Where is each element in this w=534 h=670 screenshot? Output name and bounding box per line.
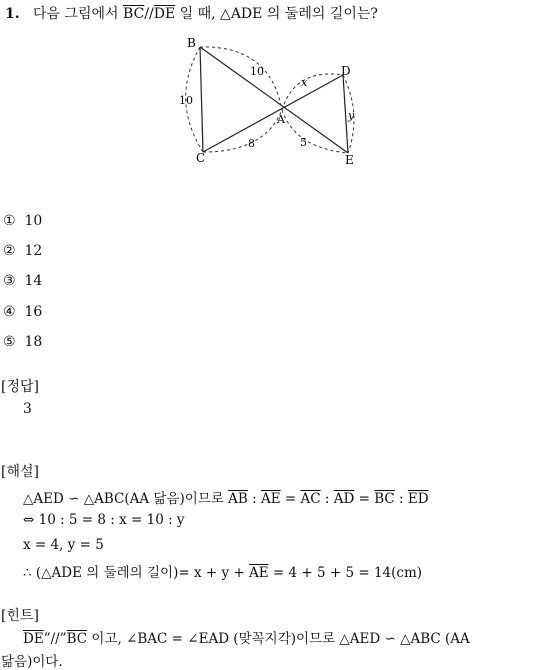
question-text-after: 일 때, △ADE 의 둘레의 길이는? <box>179 6 378 22</box>
length-bc: 10 <box>179 94 193 107</box>
ratio-colon: : <box>247 491 261 507</box>
option-1[interactable] <box>3 213 42 229</box>
segment-de-2: $\overline{DE}$ <box>23 631 44 647</box>
option-2-value: 12 <box>24 243 43 259</box>
segment-c-d <box>203 75 343 152</box>
option-4[interactable] <box>3 304 42 320</box>
length-ad: x <box>301 76 308 89</box>
explanation-line-2: ⇔ 10 : 5 = 8 : x = 10 : y <box>23 512 185 528</box>
explanation-header: [해설] <box>1 464 39 480</box>
option-3-mark: ③ <box>3 273 16 289</box>
segment-b-c <box>200 47 203 152</box>
explanation-line-3: x = 4, y = 5 <box>23 537 104 553</box>
explanation-perimeter: ∴ (△ADE 의 둘레의 길이)= x + y + <box>23 565 245 581</box>
ratio-colon: : <box>394 491 408 507</box>
option-5[interactable] <box>3 334 42 350</box>
length-ac: 8 <box>248 137 255 150</box>
segment-bc: $\overline{BC}$ <box>123 6 145 22</box>
explanation-line-1 <box>23 487 429 507</box>
segment-ae: $\overline{AE}$ <box>260 491 281 507</box>
question-number: 1. <box>5 6 20 22</box>
length-ab: 10 <box>250 65 264 78</box>
explanation-similarity: △AED ∽ △ABC(AA 닮음)이므로 <box>23 491 224 507</box>
label-a: A <box>277 113 285 126</box>
segment-de: $\overline{DE}$ <box>153 6 176 22</box>
answer-header: [정답] <box>1 379 39 395</box>
explanation-line-4 <box>23 561 422 581</box>
segment-b-e <box>200 47 348 153</box>
option-2[interactable] <box>3 243 42 259</box>
segment-ae-2: $\overline{AE}$ <box>248 565 269 581</box>
triangle-figure <box>170 30 370 175</box>
explanation-result: = 4 + 5 + 5 = 14(cm) <box>272 565 423 581</box>
answer-value: 3 <box>23 401 32 417</box>
option-5-mark: ⑤ <box>3 334 16 350</box>
question-text-before: 다음 그림에서 <box>32 6 119 22</box>
option-4-mark: ④ <box>3 304 16 320</box>
option-4-value: 16 <box>24 304 43 320</box>
length-ae: 5 <box>300 136 307 149</box>
ratio-colon: : <box>320 491 334 507</box>
question-line <box>5 3 378 23</box>
option-3-value: 14 <box>24 273 43 289</box>
option-1-value: 10 <box>24 213 43 229</box>
equals-sign: = <box>354 491 375 507</box>
length-de: y <box>348 109 355 122</box>
segment-bc-2: $\overline{BC}$ <box>374 491 395 507</box>
parallel-sign: // <box>144 6 154 22</box>
option-1-mark: ① <box>3 213 16 229</box>
segment-ab: $\overline{AB}$ <box>228 491 248 507</box>
label-c: C <box>196 151 206 165</box>
hint-line-2: 닮음)이다. <box>1 654 63 670</box>
hint-header: [힌트] <box>1 608 39 624</box>
option-3[interactable] <box>3 273 42 289</box>
label-e: E <box>345 153 354 167</box>
segment-ad: $\overline{AD}$ <box>333 491 355 507</box>
label-b: B <box>187 36 196 50</box>
hint-text: 이고, ∠BAC = ∠EAD (맞꼭지각)이므로 △AED ∽ △ABC (AA <box>91 631 470 647</box>
segment-bc-3: $\overline{BC}$ <box>66 631 88 647</box>
hint-line-1 <box>23 627 470 647</box>
option-2-mark: ② <box>3 243 16 259</box>
label-d: D <box>341 64 351 78</box>
segment-ed: $\overline{ED}$ <box>407 491 429 507</box>
equals-sign: = <box>280 491 301 507</box>
hint-parallel-sign: ”//” <box>43 631 67 647</box>
segment-ac: $\overline{AC}$ <box>300 491 321 507</box>
option-5-value: 18 <box>24 334 43 350</box>
